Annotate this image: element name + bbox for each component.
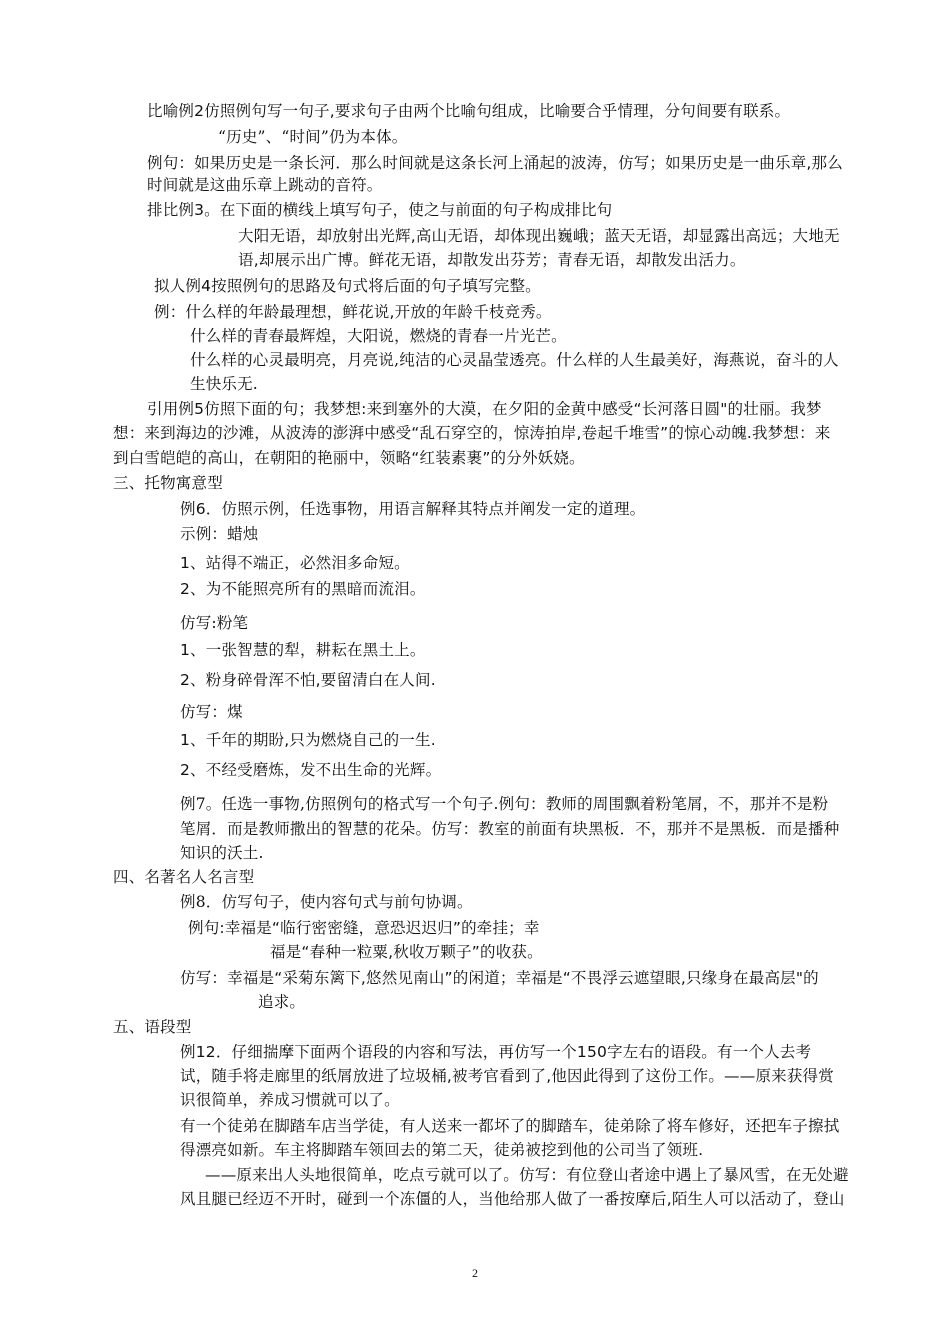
- text-line: 例6．仿照示例，任选事物，用语言解释其特点并阐发一定的道理。: [180, 500, 646, 518]
- text-line: 例：什么样的年龄最理想，鲜花说,开放的年龄千枝竞秀。: [154, 303, 552, 321]
- text-line: 四、名著名人名言型: [113, 868, 255, 886]
- text-line: 拟人例4按照例句的思路及句式将后面的句子填写完整。: [154, 277, 541, 295]
- text-line: 示例：蜡烛: [180, 525, 259, 543]
- text-line: 得漂亮如新。车主将脚踏车领回去的第二天，徒弟被挖到他的公司当了领班.: [180, 1141, 704, 1159]
- text-line: 有一个徒弟在脚踏车店当学徒，有人送来一都坏了的脚踏车，徒弟除了将车修好，还把车子擦拭: [180, 1117, 840, 1135]
- text-line: 想：来到海边的沙滩，从波涛的澎湃中感受“乱石穿空的，惊涛拍岸,卷起千堆雪”的惊心动魄.我梦想：来: [113, 424, 831, 442]
- text-line: 什么样的青春最辉煌，大阳说，燃烧的青春一片光芒。: [190, 327, 567, 345]
- text-line: 比喻例2仿照例句写一句子,要求句子由两个比喻句组成，比喻要合乎情理，分句间要有联系。: [147, 102, 791, 120]
- text-line: 识很简单，养成习惯就可以了。: [180, 1091, 400, 1109]
- text-line: 例句：如果历史是一条长河．那么时间就是这条长河上涌起的波涛，仿写；如果历史是一曲乐章,那么: [147, 154, 843, 172]
- text-line: 知识的沃土.: [180, 844, 264, 862]
- text-line: “历史”、“时间”仍为本体。: [218, 128, 408, 146]
- text-line: 时间就是这曲乐章上跳动的音符。: [147, 176, 383, 194]
- text-line: ——原来出人头地很简单，吃点亏就可以了。仿写：有位登山者途中遇上了暴风雪，在无处避: [205, 1166, 849, 1184]
- text-line: 什么样的心灵最明亮，月亮说,纯洁的心灵晶莹透亮。什么样的人生最美好，海燕说，奋斗的人: [190, 351, 839, 369]
- text-line: 仿写：幸福是“采菊东篱下,悠然见南山”的闲道；幸福是“不畏浮云遮望眼,只缘身在最高层"的: [180, 969, 819, 987]
- text-line: 例12．仔细揣摩下面两个语段的内容和写法，再仿写一个150字左右的语段。有一个人去考: [180, 1043, 812, 1061]
- text-line: 大阳无语，却放射出光辉,高山无语，却体现出巍峨；蓝天无语，却显露出高远；大地无: [238, 227, 840, 245]
- text-line: 生快乐无.: [190, 375, 258, 393]
- text-line: 三、托物寓意型: [113, 474, 223, 492]
- text-line: 引用例5仿照下面的句；我梦想:来到塞外的大漠，在夕阳的金黄中感受“长河落日圆"的壮丽。我梦: [147, 400, 822, 418]
- text-line: 例7。任选一事物,仿照例句的格式写一个句子.例句：教师的周围飘着粉笔屑，不，那并不是粉: [180, 795, 829, 813]
- text-line: 2、粉身碎骨浑不怕,要留清白在人间.: [180, 671, 436, 689]
- text-line: 1、千年的期盼,只为燃烧自己的一生.: [180, 731, 436, 749]
- text-line: 语,却展示出广博。鲜花无语，却散发出芬芳；青春无语，却散发出活力。: [238, 251, 746, 269]
- text-line: 五、语段型: [113, 1018, 192, 1036]
- text-line: 试，随手将走廊里的纸屑放进了垃圾桶,被考官看到了,他因此得到了这份工作。——原来获得赏: [180, 1067, 834, 1085]
- text-line: 到白雪皑皑的高山，在朝阳的艳丽中，领略“红装素裹”的分外妖娆。: [113, 449, 585, 467]
- page-number: 2: [472, 1266, 478, 1280]
- text-line: 例句:幸福是“临行密密缝，意恐迟迟归”的牵挂；幸: [188, 919, 540, 937]
- text-line: 1、一张智慧的犁，耕耘在黑土上。: [180, 641, 426, 659]
- text-line: 1、站得不端正，必然泪多命短。: [180, 554, 410, 572]
- text-line: 仿写：煤: [180, 703, 243, 721]
- text-line: 2、为不能照亮所有的黑暗而流泪。: [180, 580, 426, 598]
- text-line: 风且腿已经迈不开时，碰到一个冻僵的人，当他给那人做了一番按摩后,陌生人可以活动了，登山: [180, 1190, 845, 1208]
- text-line: 仿写:粉笔: [180, 614, 249, 632]
- text-line: 排比例3。在下面的横线上填写句子，使之与前面的句子构成排比句: [147, 201, 613, 219]
- text-line: 笔屑．而是教师撒出的智慧的花朵。仿写：教室的前面有块黑板．不，那并不是黑板．而是播种: [180, 820, 840, 838]
- text-line: 福是“春种一粒粟,秋收万颗子”的收获。: [270, 943, 543, 961]
- text-line: 2、不经受磨炼，发不出生命的光辉。: [180, 761, 442, 779]
- text-line: 追求。: [258, 993, 306, 1011]
- text-line: 例8．仿写句子，使内容句式与前句协调。: [180, 893, 473, 911]
